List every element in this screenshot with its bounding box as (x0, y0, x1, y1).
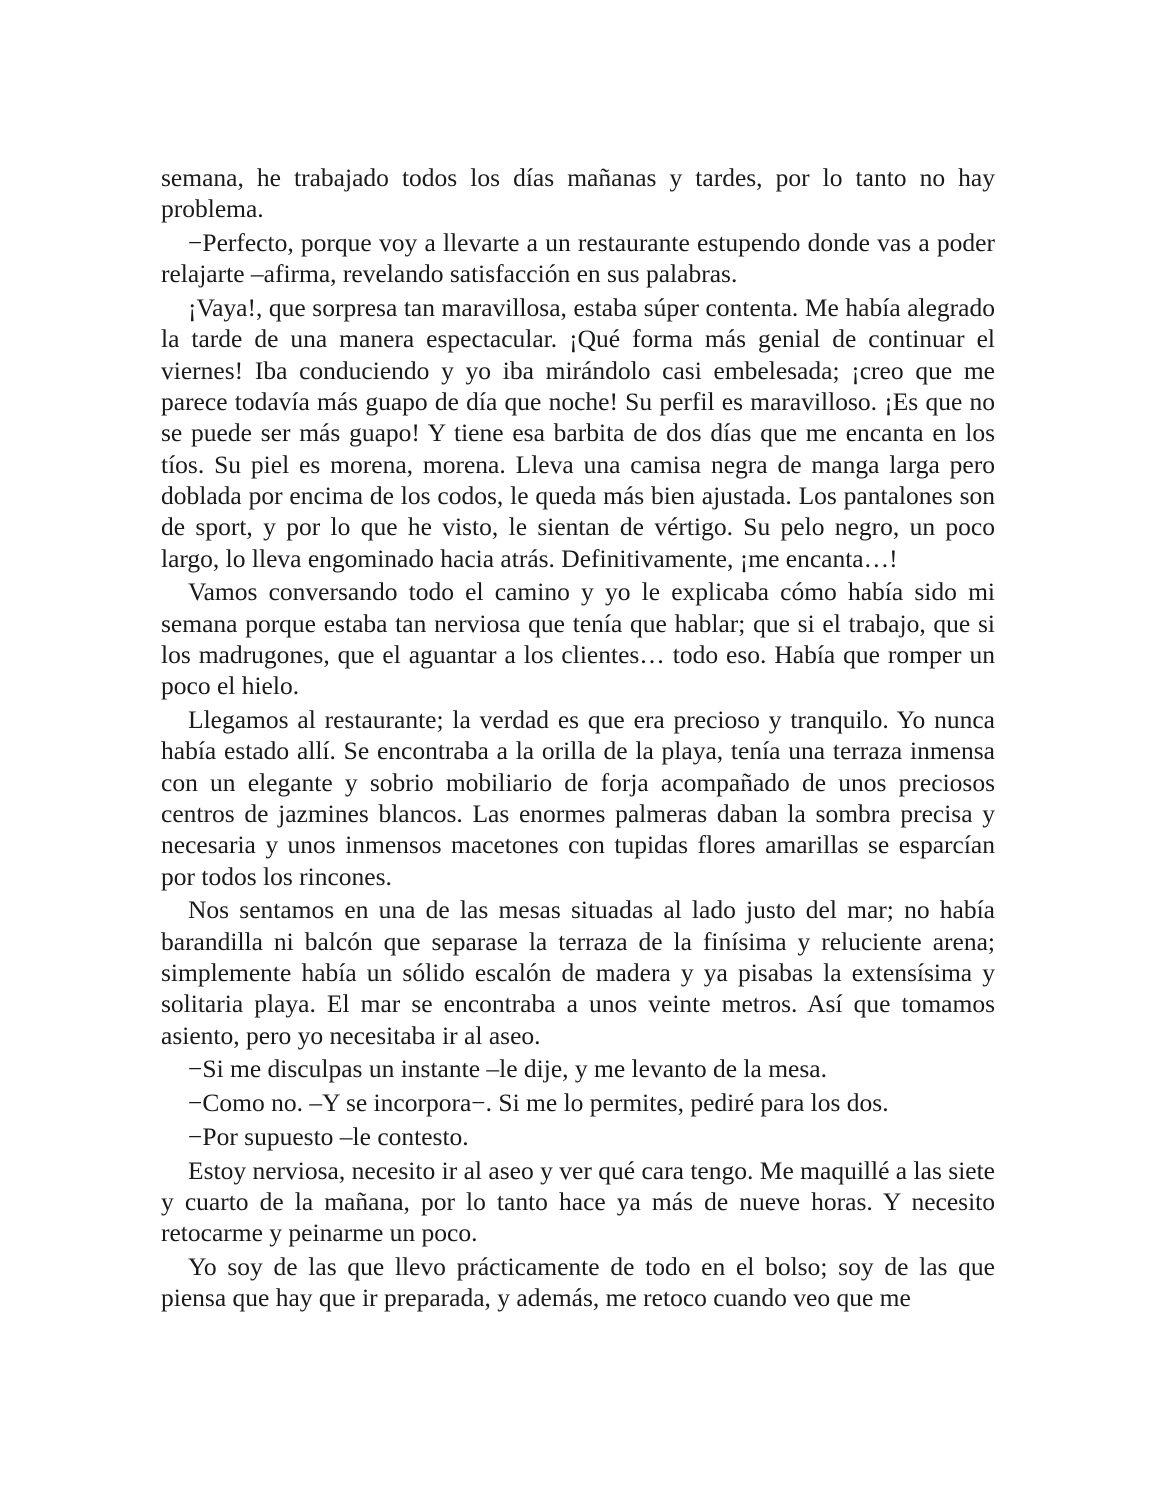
paragraph-bolso: Yo soy de las que llevo prácticamente de todo en el bolso; soy de las que piensa que hay que ir preparada, y además, me retoco cuando veo que me (161, 1252, 995, 1313)
paragraph-dialogue-como-no: −Como no. –Y se incorpora−. Si me lo permites, pediré para los dos. (188, 1088, 889, 1118)
paragraph-dialogue-perfecto: −Perfecto, porque voy a llevarte a un restaurante estupendo donde vas a poder relajarte –afirma, revelando satisfacción en sus palabras. (161, 228, 995, 289)
paragraph-nerviosa: Estoy nerviosa, necesito ir al aseo y ver qué cara tengo. Me maquillé a las siete y cuarto de la mañana, por lo tanto hace ya más de nueve horas. Y necesito retocarme y peinarme un poco. (161, 1155, 995, 1248)
paragraph-conversando: Vamos conversando todo el camino y yo le explicaba cómo había sido mi semana porque estaba tan nerviosa que tenía que hablar; que si el trabajo, que si los madrugones, que el aguantar a los clientes… todo eso. Había que romper un poco el hielo. (161, 577, 995, 701)
paragraph-mesas: Nos sentamos en una de las mesas situadas al lado justo del mar; no había barandilla ni balcón que separase la terraza de la finísima y reluciente arena; simplemente había un sólido escalón de madera y ya pisabas la extensísima y solitaria playa. El mar se encontraba a unos veinte metros. Así que tomamos asiento, pero yo necesitaba ir al aseo. (161, 895, 995, 1050)
paragraph-vaya: ¡Vaya!, que sorpresa tan maravillosa, estaba súper contenta. Me había alegrado la tarde de una manera espectacular. ¡Qué forma más genial de continuar el viernes! Iba conduciendo y yo iba mirándolo casi embelesada; ¡creo que me parece todavía más guapo de día que noche! Su perfil es maravilloso. ¡Es que no se puede ser más guapo! Y tiene esa barbita de dos días que me encanta en los tíos. Su piel es morena, morena. Lleva una camisa negra de manga larga pero doblada por encima de los codos, le queda más bien ajustada. Los pantalones son de sport, y por lo que he visto, le sientan de vértigo. Su pelo negro, un poco largo, lo lleva engominado hacia atrás. Definitivamente, ¡me encanta…! (161, 293, 995, 573)
paragraph-dialogue-disculpas: −Si me disculpas un instante –le dije, y me levanto de la mesa. (188, 1054, 827, 1084)
paragraph-dialogue-supuesto: −Por supuesto –le contesto. (188, 1121, 469, 1151)
paragraph-continuation: semana, he trabajado todos los días mañanas y tardes, por lo tanto no hay problema. (161, 163, 995, 224)
paragraph-restaurante: Llegamos al restaurante; la verdad es que era precioso y tranquilo. Yo nunca había estado allí. Se encontraba a la orilla de la playa, tenía una terraza inmensa con un elegante y sobrio mobiliario de forja acompañado de unos preciosos centros de jazmines blancos. Las enormes palmeras daban la sombra precisa y necesaria y unos inmensos macetones con tupidas flores amarillas se esparcían por todos los rincones. (161, 705, 995, 891)
book-page-text (161, 162, 995, 1316)
